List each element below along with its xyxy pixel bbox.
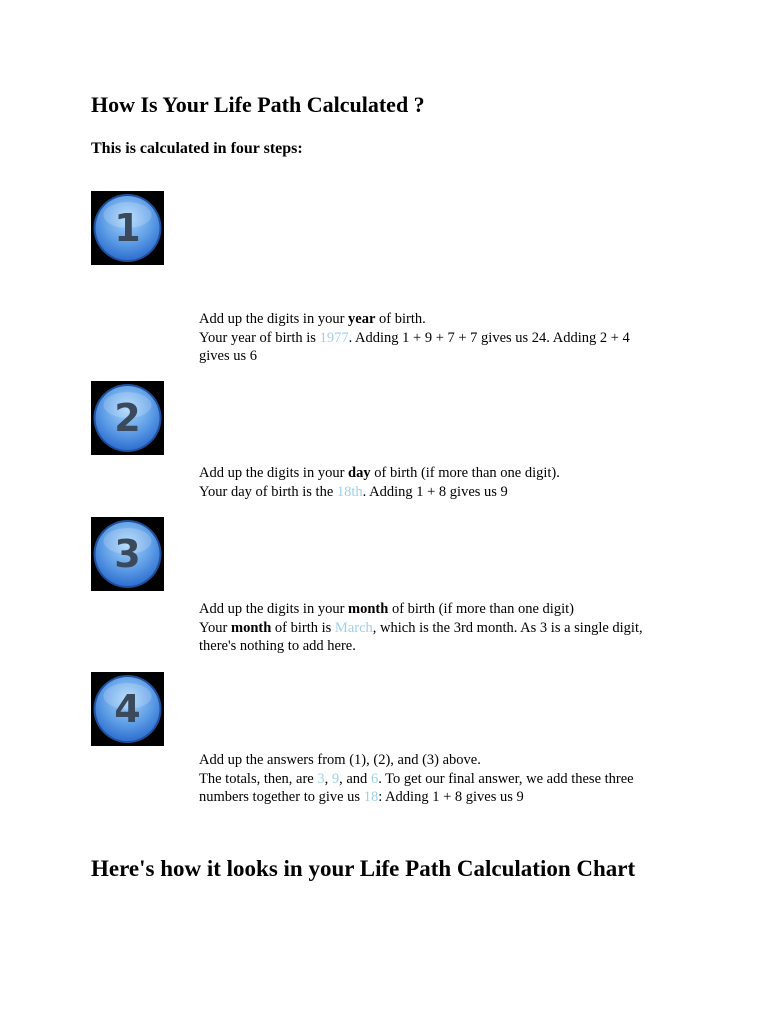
highlight-total-a: 3 <box>317 770 325 787</box>
highlight-month: March <box>334 619 373 636</box>
page-title: How Is Your Life Path Calculated ? <box>91 92 425 117</box>
step-4-line-2: The totals, then, are 3, 9, and 6. To get our final answer, we add these three <box>199 770 634 787</box>
step-2-line-1: Add up the digits in your day of birth (if more than one digit). <box>199 465 560 481</box>
step-2-line-2: Your day of birth is the 18th. Adding 1 + 8 gives us 9 <box>199 483 508 500</box>
highlight-day: 18th <box>336 483 363 500</box>
step-1-numeral: 1 <box>114 206 141 250</box>
step-3-line-2: Your month of birth is March, which is the 3rd month. As 3 is a single digit, <box>199 619 643 636</box>
highlight-total-b: 9 <box>331 770 340 787</box>
step-4-line-3: numbers together to give us 18: Adding 1 + 8 gives us 9 <box>199 789 524 805</box>
number-3-icon <box>91 517 164 591</box>
highlight-sum: 18 <box>363 789 379 805</box>
step-3-text <box>199 600 679 656</box>
step-4-text <box>199 751 679 807</box>
step-4-numeral: 4 <box>114 687 141 731</box>
step-3-numeral: 3 <box>114 532 141 576</box>
highlight-year: 1977 <box>319 329 349 346</box>
step-2-text <box>199 464 679 501</box>
step-3-line-3: there's nothing to add here. <box>199 638 356 654</box>
step-3-line-1: Add up the digits in your month of birth (if more than one digit) <box>199 601 574 617</box>
step-2-numeral: 2 <box>114 396 141 440</box>
step-1-line-2: Your year of birth is 1977. Adding 1 + 9 + 7 + 7 gives us 24. Adding 2 + 4 <box>199 329 630 346</box>
number-4-icon <box>91 672 164 746</box>
highlight-total-c: 6 <box>370 770 379 787</box>
number-2-icon <box>91 381 164 455</box>
step-1-text <box>199 310 679 366</box>
step-1-line-1: Add up the digits in your year of birth. <box>199 311 426 327</box>
step-1-line-3: gives us 6 <box>199 348 257 364</box>
step-4-line-1: Add up the answers from (1), (2), and (3) above. <box>199 752 481 768</box>
section-heading: Here's how it looks in your Life Path Calculation Chart <box>91 856 636 881</box>
page-subtitle: This is calculated in four steps: <box>91 140 303 157</box>
number-1-icon <box>91 191 164 265</box>
